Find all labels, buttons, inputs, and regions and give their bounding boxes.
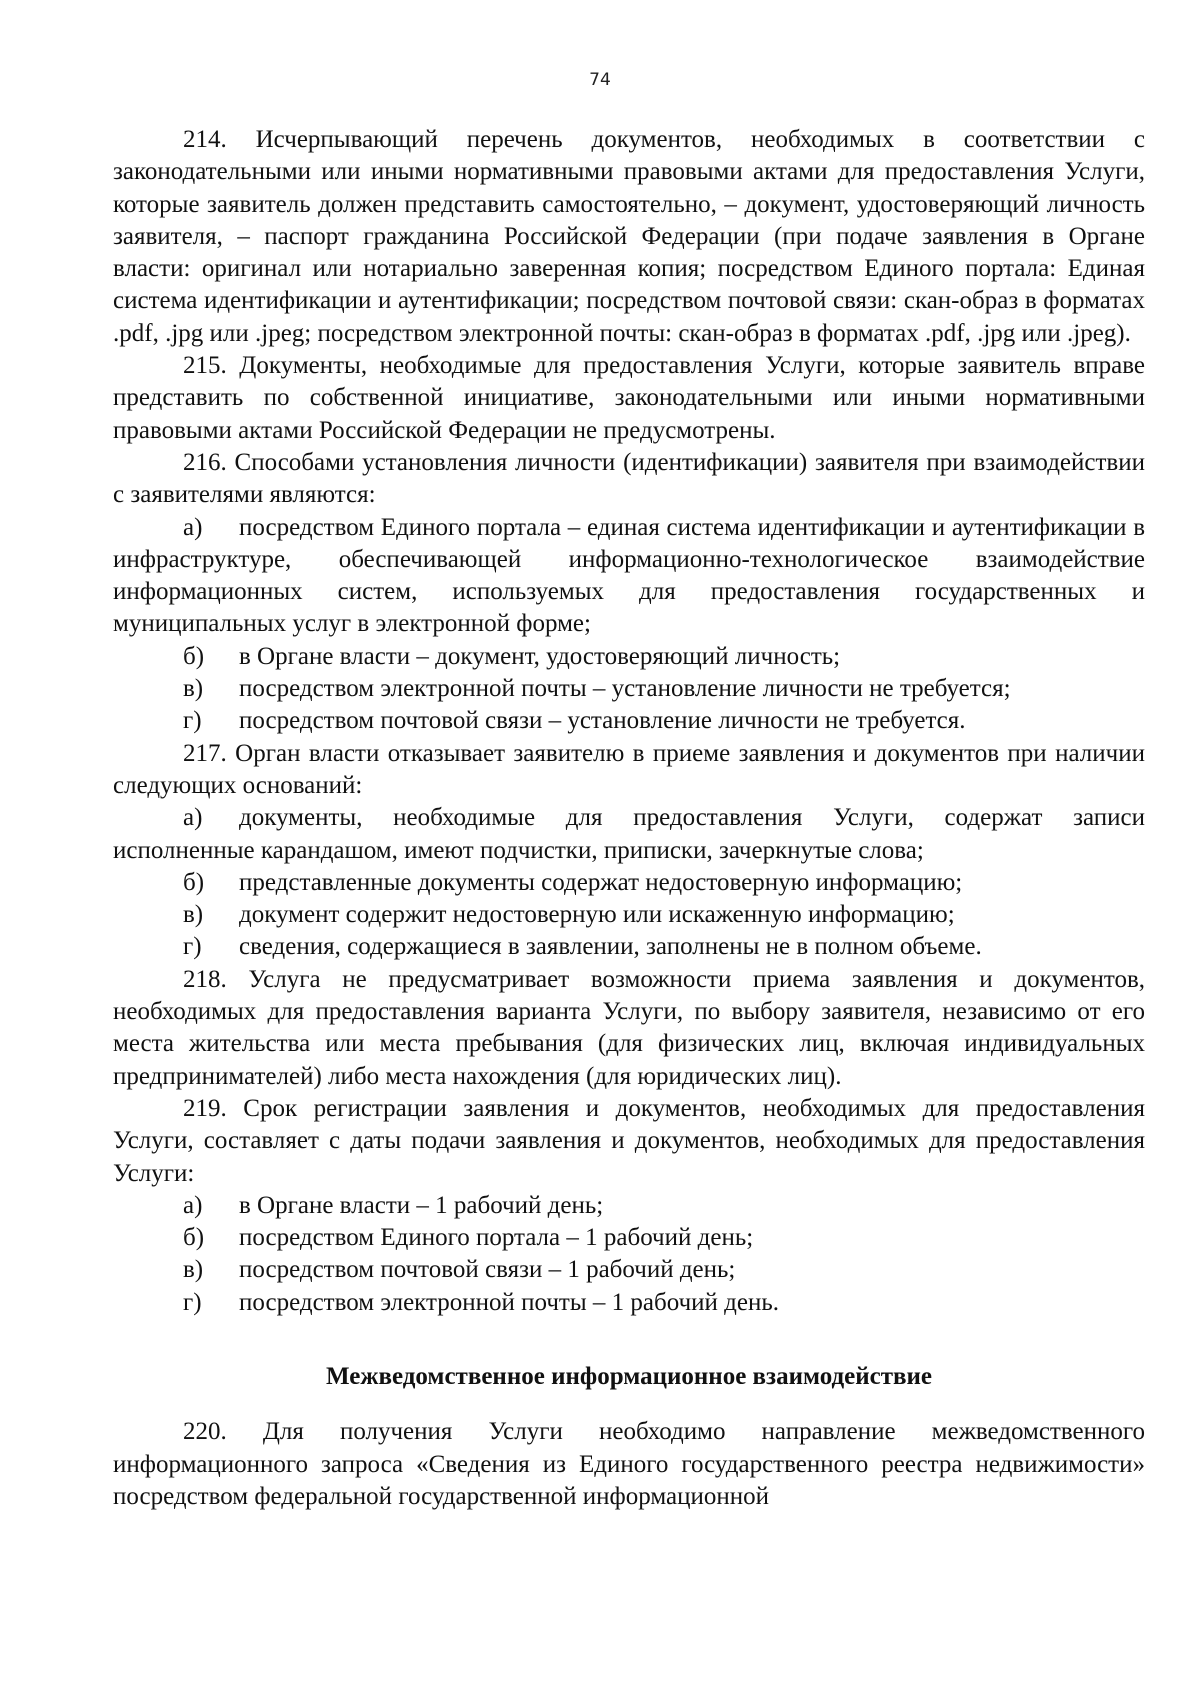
list-item-text: посредством Единого портала – единая система идентификации и аутентификации в инфраструктуре, обеспечивающей информационно-технологическое взаимодействие информационных систем, используемых для предоставления государственных и муниципальных услуг в электронной форме; bbox=[113, 513, 1145, 638]
list-item-text: в Органе власти – документ, удостоверяющий личность; bbox=[239, 642, 841, 670]
list-item-text: в Органе власти – 1 рабочий день; bbox=[239, 1191, 604, 1219]
list-item-text: посредством электронной почты – 1 рабочий день. bbox=[239, 1288, 779, 1316]
list-item-217-v bbox=[113, 899, 1145, 931]
list-item-216-g bbox=[113, 705, 1145, 737]
list-marker: б) bbox=[183, 868, 205, 896]
list-marker: в) bbox=[183, 675, 204, 703]
list-marker: в) bbox=[183, 1256, 204, 1284]
list-item-217-a bbox=[113, 802, 1145, 867]
list-item-text: представленные документы содержат недостоверную информацию; bbox=[239, 868, 963, 896]
list-item-text: посредством почтовой связи – установление личности не требуется. bbox=[239, 707, 966, 735]
list-item-text: посредством электронной почты – установление личности не требуется; bbox=[239, 675, 1011, 703]
list-item-text: посредством Единого портала – 1 рабочий день; bbox=[239, 1224, 754, 1252]
paragraph-219: 219. Срок регистрации заявления и документов, необходимых для предоставления Услуги, составляет с даты подачи заявления и документов, необходимых для предоставления Услуги: bbox=[113, 1094, 1145, 1187]
paragraph-220: 220. Для получения Услуги необходимо направление межведомственного информационного запроса «Сведения из Единого государственного реестра недвижимости» посредством федеральной государственной информационной bbox=[113, 1418, 1145, 1510]
list-item-text: сведения, содержащиеся в заявлении, заполнены не в полном объеме. bbox=[239, 933, 982, 961]
section-heading: Межведомственное информационное взаимодействие bbox=[326, 1362, 932, 1390]
paragraph-217: 217. Орган власти отказывает заявителю в приеме заявления и документов при наличии следующих оснований: bbox=[113, 739, 1145, 799]
list-item-text: посредством почтовой связи – 1 рабочий день; bbox=[239, 1256, 736, 1284]
list-item-217-b bbox=[113, 867, 1145, 899]
list-item-text: документ содержит недостоверную или искаженную информацию; bbox=[239, 901, 955, 929]
page-number: 74 bbox=[589, 70, 611, 90]
list-marker: г) bbox=[183, 1288, 202, 1316]
list-item-219-a bbox=[113, 1190, 1145, 1222]
list-item-216-b bbox=[113, 641, 1145, 673]
list-item-text: документы, необходимые для предоставления Услуги, содержат записи исполненные карандашом, имеют подчистки, приписки, зачеркнутые слова; bbox=[113, 804, 1145, 864]
list-marker: а) bbox=[183, 513, 203, 541]
paragraph-214: 214. Исчерпывающий перечень документов, необходимых в соответствии с законодательными или иными нормативными правовыми актами для предоставления Услуги, которые заявитель должен представить самостоятельно, – документ, удостоверяющий личность заявителя, – паспорт гражданина Российской Федерации (при подаче заявления в Органе власти: оригинал или нотариально заверенная копия; посредством Единого портала: Единая система идентификации и аутентификации; посредством почтовой связи: скан-образ в форматах .pdf, .jpg или .jpeg; посредством электронной почты: скан-образ в форматах .pdf, .jpg или .jpeg). bbox=[113, 126, 1145, 347]
paragraph-215: 215. Документы, необходимые для предоставления Услуги, которые заявитель вправе представить по собственной инициативе, законодательными или иными нормативными правовыми актами Российской Федерации не предусмотрены. bbox=[113, 352, 1145, 444]
list-item-216-v bbox=[113, 673, 1145, 705]
list-marker: в) bbox=[183, 901, 204, 929]
document-body bbox=[113, 124, 1145, 1513]
list-marker: а) bbox=[183, 804, 203, 832]
list-marker: г) bbox=[183, 933, 202, 961]
list-marker: б) bbox=[183, 642, 205, 670]
list-item-219-g bbox=[113, 1287, 1145, 1319]
list-marker: а) bbox=[183, 1191, 203, 1219]
list-item-219-b bbox=[113, 1222, 1145, 1254]
paragraph-216: 216. Способами установления личности (идентификации) заявителя при взаимодействии с заявителями являются: bbox=[113, 448, 1145, 509]
list-marker: г) bbox=[183, 707, 202, 735]
list-item-217-g bbox=[113, 931, 1145, 963]
list-item-216-a bbox=[113, 512, 1145, 641]
paragraph-218: 218. Услуга не предусматривает возможности приема заявления и документов, необходимых для предоставления варианта Услуги, по выбору заявителя, независимо от его места жительства или места пребывания (для физических лиц, включая индивидуальных предпринимателей) либо места нахождения (для юридических лиц). bbox=[113, 965, 1145, 1090]
list-item-219-v bbox=[113, 1254, 1145, 1286]
list-marker: б) bbox=[183, 1224, 205, 1252]
